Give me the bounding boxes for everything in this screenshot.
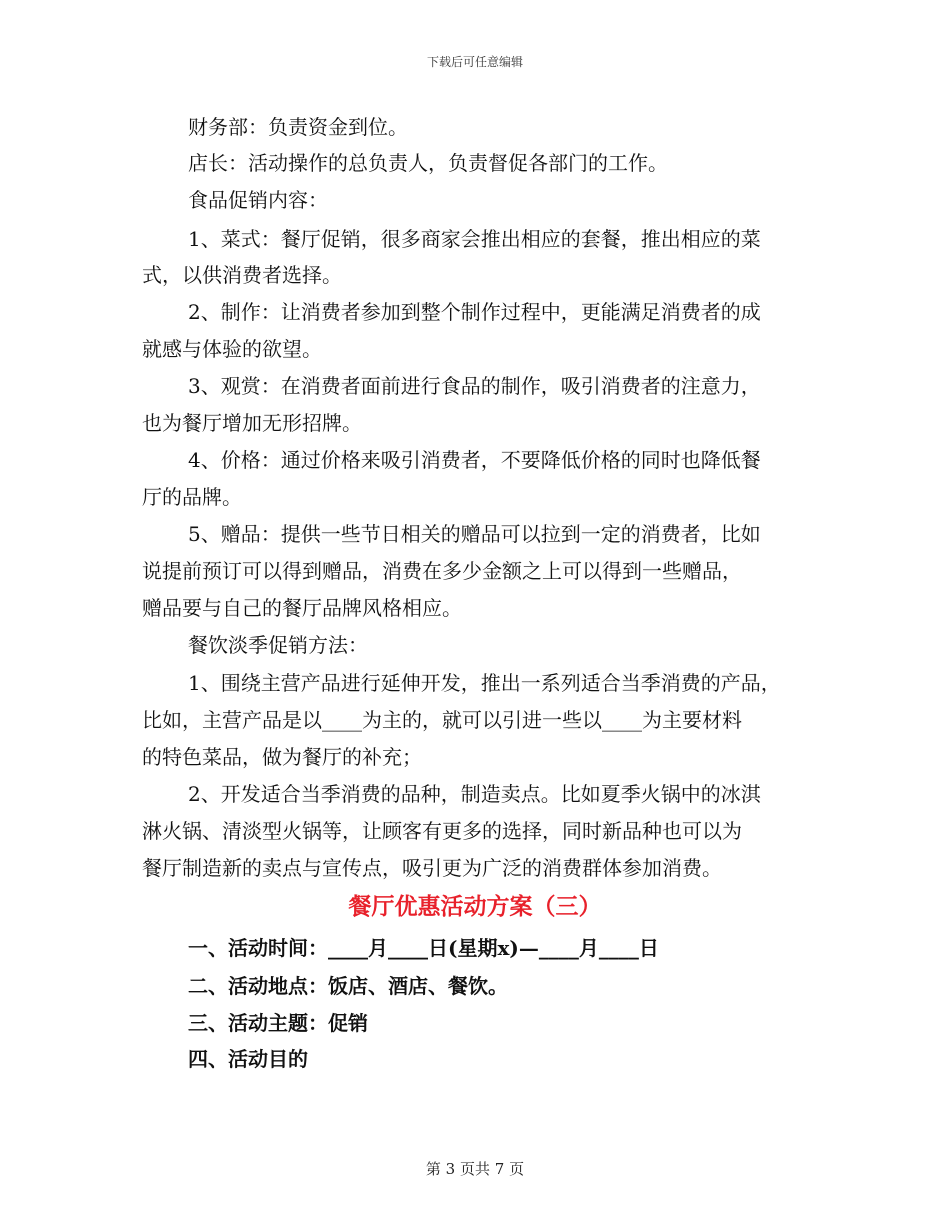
paragraph-offseason-1-line-2: 比如，主营产品是以____为主的，就可以引进一些以____为主要材料 bbox=[142, 708, 742, 732]
heading-activity-theme: 三、活动主题：促销 bbox=[188, 1011, 368, 1035]
heading-activity-purpose: 四、活动目的 bbox=[188, 1047, 308, 1071]
paragraph-offseason-2-line-2: 淋火锅、清淡型火锅等，让顾客有更多的选择，同时新品种也可以为 bbox=[142, 819, 742, 843]
paragraph-offseason-heading: 餐饮淡季促销方法： bbox=[188, 633, 368, 657]
paragraph-item-4-line-1: 4、价格：通过价格来吸引消费者，不要降低价格的同时也降低餐 bbox=[188, 448, 761, 472]
paragraph-item-3-line-1: 3、观赏：在消费者面前进行食品的制作，吸引消费者的注意力， bbox=[188, 374, 761, 398]
paragraph-item-2-line-1: 2、制作：让消费者参加到整个制作过程中，更能满足消费者的成 bbox=[188, 300, 761, 324]
paragraph-offseason-1-line-3: 的特色菜品，做为餐厅的补充； bbox=[142, 745, 422, 769]
paragraph-food-promo-heading: 食品促销内容： bbox=[188, 188, 328, 212]
paragraph-manager: 店长：活动操作的总负责人，负责督促各部门的工作。 bbox=[188, 151, 668, 175]
paragraph-offseason-2-line-3: 餐厅制造新的卖点与宣传点，吸引更为广泛的消费群体参加消费。 bbox=[142, 856, 722, 880]
paragraph-item-5-line-2: 说提前预订可以得到赠品，消费在多少金额之上可以得到一些赠品， bbox=[142, 559, 742, 583]
paragraph-item-5-line-3: 赠品要与自己的餐厅品牌风格相应。 bbox=[142, 596, 462, 620]
section-title: 餐厅优惠活动方案（三） bbox=[348, 893, 602, 920]
heading-activity-time: 一、活动时间：____月____日(星期x)—____月____日 bbox=[188, 936, 659, 960]
paragraph-item-1-line-1: 1、菜式：餐厅促销，很多商家会推出相应的套餐，推出相应的菜 bbox=[188, 227, 761, 251]
page-footer: 第 3 页共 7 页 bbox=[425, 1160, 525, 1178]
paragraph-item-5-line-1: 5、赠品：提供一些节日相关的赠品可以拉到一定的消费者，比如 bbox=[188, 522, 761, 546]
heading-activity-location: 二、活动地点：饭店、酒店、餐饮。 bbox=[188, 974, 508, 998]
paragraph-finance: 财务部：负责资金到位。 bbox=[188, 115, 408, 139]
page-header: 下载后可任意编辑 bbox=[426, 55, 523, 69]
paragraph-item-3-line-2: 也为餐厅增加无形招牌。 bbox=[142, 411, 362, 435]
paragraph-offseason-1-line-1: 1、围绕主营产品进行延伸开发，推出一系列适合当季消费的产品， bbox=[188, 671, 781, 695]
paragraph-offseason-2-line-1: 2、开发适合当季消费的品种，制造卖点。比如夏季火锅中的冰淇 bbox=[188, 782, 761, 806]
paragraph-item-2-line-2: 就感与体验的欲望。 bbox=[142, 337, 322, 361]
paragraph-item-1-line-2: 式，以供消费者选择。 bbox=[142, 263, 342, 287]
paragraph-item-4-line-2: 厅的品牌。 bbox=[142, 485, 242, 509]
